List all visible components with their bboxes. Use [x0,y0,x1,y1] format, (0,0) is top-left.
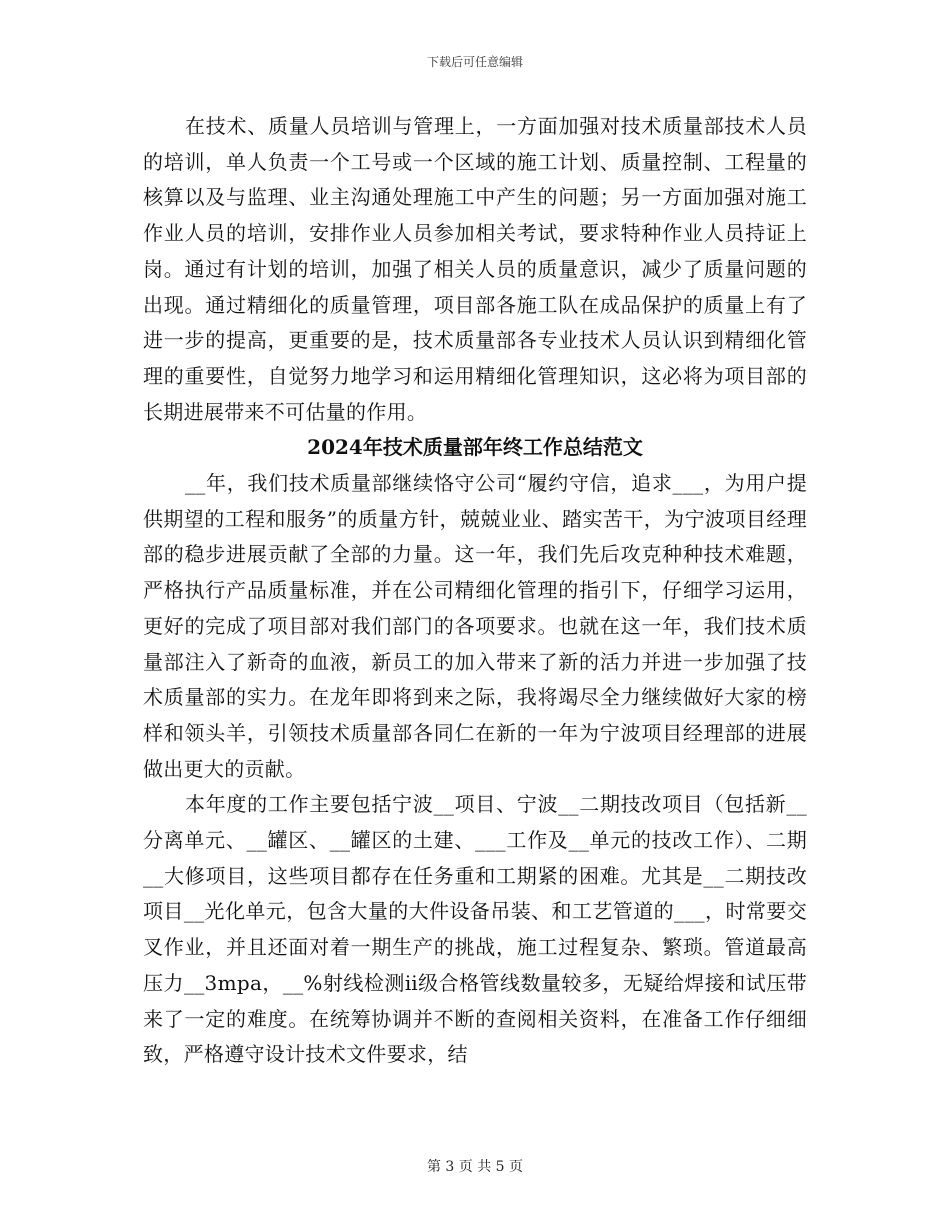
section-title: 2024年技术质量部年终工作总结范文 [307,435,643,460]
paragraph-training: 在技术、质量人员培训与管理上，一方面加强对技术质量部技术人员的培训，单人负责一个工号或一个区域的施工计划、质量控制、工程量的核算以及与监理、业主沟通处理施工中产生的问题；另一方面加强对施工作业人员的培训，安排作业人员参加相关考试，要求特种作业人员持证上岗。通过有计划的培训，加强了相关人员的质量意识，减少了质量问题的出现。通过精细化的质量管理，项目部各施工队在成品保护的质量上有了进一步的提高，更重要的是，技术质量部各专业技术人员认识到精细化管理的重要性，自觉努力地学习和运用精细化管理知识，这必将为项目部的长期进展带来不可估量的作用。 [143,114,807,424]
document-body [143,109,807,1073]
header-note: 下载后可任意编辑 [426,55,523,69]
paragraph-projects: 本年度的工作主要包括宁波__项目、宁波__二期技改项目（包括新__分离单元、__罐区、__罐区的土建、___工作及__单元的技改工作）、二期__大修项目，这些项目都存在任务重和工期紧的困难。尤其是__二期技改项目__光化单元，包含大量的大件设备吊装、和工艺管道的___，时常要交叉作业，并且还面对着一期生产的挑战，施工过程复杂、繁琐。管道最高压力__3mpa，__%射线检测ⅱ级合格管线数量较多，无疑给焊接和试压带来了一定的难度。在统筹协调并不断的查阅相关资料，在准备工作仔细细致，严格遵守设计技术文件要求，结 [143,792,807,1067]
page-number: 第 3 页 共 5 页 [426,1159,524,1175]
paragraph-annual-overview: __年，我们技术质量部继续恪守公司“履约守信，追求___，为用户提供期望的工程和服务”的质量方针，兢兢业业、踏实苦干，为宁波项目经理部的稳步进展贡献了全部的力量。这一年，我们先后攻克种种技术难题，严格执行产品质量标准，并在公司精细化管理的指引下，仔细学习运用，更好的完成了项目部对我们部门的各项要求。也就在这一年，我们技术质量部注入了新奇的血液，新员工的加入带来了新的活力并进一步加强了技术质量部的实力。在龙年即将到来之际，我将竭尽全力继续做好大家的榜样和领头羊，引领技术质量部各同仁在新的一年为宁波项目经理部的进展做出更大的贡献。 [143,471,807,781]
